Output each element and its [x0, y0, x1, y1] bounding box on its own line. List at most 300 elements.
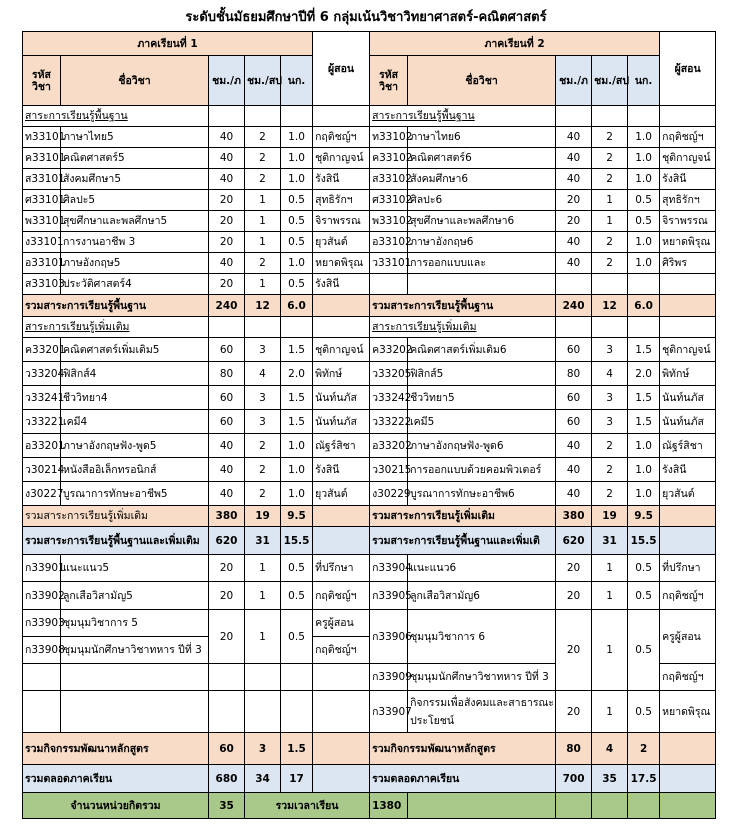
course-weekly-term2: 2	[592, 458, 628, 482]
course-weekly-term2: 4	[592, 362, 628, 386]
course-credits-term1: 1.0	[281, 482, 313, 506]
course-code-term1: ว30214	[23, 458, 61, 482]
course-teacher-term2: ชุติกาญจน์	[660, 148, 716, 169]
course-code-term1: ก33903	[23, 610, 61, 637]
section-label-extra-2: สาระการเรียนรู้เพิ่มเติม	[370, 317, 556, 338]
empty-cell	[592, 317, 628, 338]
course-weekly-term1: 2	[245, 127, 281, 148]
code-header-1: รหัส วิชา	[23, 56, 61, 106]
course-weekly-term2: 3	[592, 410, 628, 434]
course-code-term1: ว33221	[23, 410, 61, 434]
course-weekly-term1: 1	[245, 274, 281, 295]
course-hours-term1: 20	[209, 232, 245, 253]
course-code-term1: ก33908	[23, 637, 61, 664]
course-name-term2: ฟิสิกส์5	[408, 362, 556, 386]
course-teacher-term2: กฤติชญ์ฯ	[660, 664, 716, 691]
empty-cell	[209, 691, 245, 733]
empty-cell	[281, 317, 313, 338]
course-weekly-term2: 2	[592, 169, 628, 190]
course-credits-term1: 0.5	[281, 610, 313, 664]
extra-total-credits-1: 9.5	[281, 506, 313, 527]
combined-total-label-1: รวมสาระการเรียนรู้พื้นฐานและเพิ่มเติม	[23, 527, 209, 555]
course-hours-term1: 40	[209, 127, 245, 148]
combined-total-credits-2: 15.5	[628, 527, 660, 555]
activity-total-row	[23, 733, 716, 765]
course-name-term1: ภาษาไทย5	[61, 127, 209, 148]
table-row	[23, 253, 716, 274]
course-weekly-term1: 1	[245, 211, 281, 232]
course-name-term2: แนะแนว6	[408, 555, 556, 582]
course-name-term2: คณิตศาสตร์เพิ่มเติม6	[408, 338, 556, 362]
course-hours-term2: 20	[556, 555, 592, 582]
course-code-term2: พ33102	[370, 211, 408, 232]
course-credits-term1: 1.0	[281, 127, 313, 148]
course-name-term1: คณิตศาสตร์เพิ่มเติม5	[61, 338, 209, 362]
course-weekly-term2: 1	[592, 190, 628, 211]
extra-total-row	[23, 506, 716, 527]
course-weekly-term1: 2	[245, 148, 281, 169]
section-row-basic	[23, 106, 716, 127]
course-code-term2: ก33907	[370, 691, 408, 733]
course-hours-term2: 20	[556, 190, 592, 211]
course-credits-term1: 0.5	[281, 555, 313, 582]
course-code-term1: ง30227	[23, 482, 61, 506]
activity-row	[23, 555, 716, 582]
course-name-term1: ลูกเสือวิสามัญ5	[61, 582, 209, 610]
course-teacher-term2: พิทักษ์	[660, 362, 716, 386]
course-weekly-term1: 1	[245, 232, 281, 253]
activity-row-club-a	[23, 610, 716, 637]
course-credits-term2: 1.0	[628, 232, 660, 253]
table-row	[23, 232, 716, 253]
course-hours-term1: 40	[209, 458, 245, 482]
course-credits-term2: 1.0	[628, 458, 660, 482]
term-total-weekly-1: 34	[245, 765, 281, 793]
table-row	[23, 211, 716, 232]
course-code-term2: ว33242	[370, 386, 408, 410]
section-label-extra-1: สาระการเรียนรู้เพิ่มเติม	[23, 317, 209, 338]
extra-total-weekly-2: 19	[592, 506, 628, 527]
course-teacher-term1: รังสินี	[313, 274, 370, 295]
course-name-term1: ภาษาอังกฤษฟัง-พูด5	[61, 434, 209, 458]
course-weekly-term2: 1	[592, 610, 628, 691]
hours-header-1: ชม./ภ	[209, 56, 245, 106]
combined-total-blank-1	[313, 527, 370, 555]
course-name-term2: ภาษาอังกฤษฟัง-พูด6	[408, 434, 556, 458]
course-weekly-term1: 2	[245, 434, 281, 458]
course-weekly-term1: 3	[245, 338, 281, 362]
course-name-term1: ภาษอังกฤษ5	[61, 253, 209, 274]
empty-cell	[281, 664, 313, 691]
empty-cell	[628, 317, 660, 338]
course-code-term2: ว33101	[370, 253, 408, 274]
basic-total-label-2: รวมสาระการเรียนรู้พื้นฐาน	[370, 295, 556, 317]
course-code-term2: ค33202	[370, 338, 408, 362]
course-code-term1: ท33101	[23, 127, 61, 148]
course-credits-term2: 1.0	[628, 253, 660, 274]
course-hours-term1: 40	[209, 434, 245, 458]
term-total-row	[23, 765, 716, 793]
course-name-term1: บูรณาการทักษะอาชีพ5	[61, 482, 209, 506]
basic-total-credits-1: 6.0	[281, 295, 313, 317]
course-name-term1: แนะแนว5	[61, 555, 209, 582]
empty-cell	[313, 317, 370, 338]
course-credits-term2: 0.5	[628, 190, 660, 211]
course-credits-term2: 1.5	[628, 338, 660, 362]
course-name-term1: สุขศึกษาและพลศึกษา5	[61, 211, 209, 232]
course-credits-term2: 1.5	[628, 386, 660, 410]
course-credits-term1: 0.5	[281, 232, 313, 253]
course-name-term2: สังคมศึกษา6	[408, 169, 556, 190]
course-name-term1: ชุมนุมวิชาการ 5	[61, 610, 209, 637]
course-weekly-term1: 2	[245, 458, 281, 482]
combined-total-hours-2: 620	[556, 527, 592, 555]
extra-total-blank-2	[660, 506, 716, 527]
term-total-credits-2: 17.5	[628, 765, 660, 793]
activity-total-blank-1	[313, 733, 370, 765]
activity-total-weekly-1: 3	[245, 733, 281, 765]
weekly-header-2: ชม./สป	[592, 56, 628, 106]
empty-cell	[61, 664, 209, 691]
course-hours-term1: 60	[209, 386, 245, 410]
course-hours-term2: 20	[556, 582, 592, 610]
course-teacher-term1: พิทักษ์	[313, 362, 370, 386]
course-credits-term2: 0.5	[628, 610, 660, 691]
table-row	[23, 338, 716, 362]
course-code-term1: ง33101	[23, 232, 61, 253]
section-row-extra	[23, 317, 716, 338]
course-teacher-term2: ที่ปรึกษา	[660, 555, 716, 582]
course-code-term1: อ33201	[23, 434, 61, 458]
course-code-term2: ง30229	[370, 482, 408, 506]
table-row	[23, 148, 716, 169]
term-total-blank-1	[313, 765, 370, 793]
basic-total-weekly-2: 12	[592, 295, 628, 317]
activity-total-weekly-2: 4	[592, 733, 628, 765]
section-label-basic-2: สาระการเรียนรู้พื้นฐาน	[370, 106, 556, 127]
course-code-term1: ว33241	[23, 386, 61, 410]
course-name-term2: ลูกเสือวิสามัญ6	[408, 582, 556, 610]
extra-total-hours-2: 380	[556, 506, 592, 527]
course-credits-term2: 0.5	[628, 582, 660, 610]
table-row	[23, 127, 716, 148]
course-hours-term2	[556, 274, 592, 295]
course-credits-term1: 0.5	[281, 211, 313, 232]
course-hours-term1: 60	[209, 338, 245, 362]
course-weekly-term2: 2	[592, 482, 628, 506]
course-teacher-term2: สุทธิรักฯ	[660, 190, 716, 211]
header-row-terms	[23, 32, 716, 56]
course-credits-term1: 1.0	[281, 434, 313, 458]
course-code-term1: ก33902	[23, 582, 61, 610]
course-name-term2: การออกแบบด้วยคอมพิวเตอร์	[408, 458, 556, 482]
combined-total-label-2: รวมสาระการเรียนรู้พื้นฐานและเพิ่มเติ	[370, 527, 556, 555]
course-name-line: กิจกรรมเพื่อสังคมและสาธารณะ	[410, 696, 554, 709]
course-code-term2: ค33102	[370, 148, 408, 169]
course-code-term1: ก33901	[23, 555, 61, 582]
course-name-term1: ศิลปะ5	[61, 190, 209, 211]
course-teacher-term1: ยุวสันต์	[313, 482, 370, 506]
course-hours-term1: 40	[209, 169, 245, 190]
activity-row	[23, 582, 716, 610]
course-credits-term2: 1.0	[628, 127, 660, 148]
course-weekly-term2: 2	[592, 232, 628, 253]
course-name-term2: คณิตศาสตร์6	[408, 148, 556, 169]
combined-total-credits-1: 15.5	[281, 527, 313, 555]
course-credits-term1: 0.5	[281, 274, 313, 295]
name-header-2: ชื่อวิชา	[408, 56, 556, 106]
hours-header-2: ชม./ภ	[556, 56, 592, 106]
activity-row-social	[23, 691, 716, 733]
course-weekly-term2: 1	[592, 211, 628, 232]
activity-total-hours-1: 60	[209, 733, 245, 765]
teacher-header-2: ผู้สอน	[660, 32, 716, 106]
course-name-term1: ประวัติศาสตร์4	[61, 274, 209, 295]
course-hours-term1: 80	[209, 362, 245, 386]
course-credits-term2: 0.5	[628, 211, 660, 232]
course-code-term1: ส33101	[23, 169, 61, 190]
course-name-term2: ชุมนุมวิชาการ 6	[408, 610, 556, 664]
table-row	[23, 362, 716, 386]
course-name-term2: ภาษาอังกฤษ6	[408, 232, 556, 253]
course-teacher-term1: ยุวสันต์	[313, 232, 370, 253]
course-code-term2: ส33102	[370, 169, 408, 190]
course-hours-term1: 20	[209, 610, 245, 664]
course-teacher-term1: ชุติกาญจน์	[313, 148, 370, 169]
empty-cell	[281, 691, 313, 733]
course-code-term1: ส33103	[23, 274, 61, 295]
course-teacher-term2: รังสินี	[660, 169, 716, 190]
term2-header: ภาคเรียนที่ 2	[370, 32, 660, 56]
combined-total-hours-1: 620	[209, 527, 245, 555]
course-code-term2: ก33906	[370, 610, 408, 664]
basic-total-hours-1: 240	[209, 295, 245, 317]
course-weekly-term2: 1	[592, 691, 628, 733]
basic-total-credits-2: 6.0	[628, 295, 660, 317]
empty-cell	[61, 691, 209, 733]
footer-blank-cell	[556, 793, 592, 819]
basic-total-row	[23, 295, 716, 317]
course-hours-term1: 40	[209, 148, 245, 169]
extra-total-blank-1	[313, 506, 370, 527]
course-credits-term1: 0.5	[281, 582, 313, 610]
course-credits-term2: 0.5	[628, 691, 660, 733]
course-weekly-term1: 1	[245, 190, 281, 211]
combined-total-weekly-1: 31	[245, 527, 281, 555]
course-weekly-term1: 2	[245, 169, 281, 190]
course-name-term1: หนังสืออิเล็กทรอนิกส์	[61, 458, 209, 482]
course-teacher-term2: ศิริพร	[660, 253, 716, 274]
footer-blank-cell	[592, 793, 628, 819]
extra-total-credits-2: 9.5	[628, 506, 660, 527]
activity-total-credits-1: 1.5	[281, 733, 313, 765]
extra-total-label-1: รวมสาระการเรียนรู้เพิ่มเติม	[23, 506, 209, 527]
course-credits-term2: 2.0	[628, 362, 660, 386]
activity-total-credits-2: 2	[628, 733, 660, 765]
course-credits-term1: 2.0	[281, 362, 313, 386]
course-weekly-term2: 3	[592, 338, 628, 362]
course-hours-term1: 20	[209, 555, 245, 582]
activity-total-label-1: รวมกิจกรรมพัฒนาหลักสูตร	[23, 733, 209, 765]
course-weekly-term1: 1	[245, 610, 281, 664]
activity-total-hours-2: 80	[556, 733, 592, 765]
section-label-basic-1: สาระการเรียนรู้พื้นฐาน	[23, 106, 209, 127]
course-weekly-term2: 2	[592, 253, 628, 274]
course-name-term2	[408, 691, 556, 733]
code-header-2: รหัส วิชา	[370, 56, 408, 106]
course-hours-term2: 60	[556, 386, 592, 410]
course-teacher-term2: ณัฐร์สิชา	[660, 434, 716, 458]
course-hours-term2: 40	[556, 458, 592, 482]
activity-total-blank-2	[660, 733, 716, 765]
course-hours-term2: 40	[556, 434, 592, 458]
course-credits-term1: 1.0	[281, 253, 313, 274]
course-code-term2: ก33904	[370, 555, 408, 582]
course-hours-term2: 40	[556, 253, 592, 274]
course-teacher-term2: ยุวสันต์	[660, 482, 716, 506]
course-name-term2: ภาษาไทย6	[408, 127, 556, 148]
course-name-line: ประโยชน์	[410, 714, 455, 727]
total-credits-value: 35	[209, 793, 245, 819]
course-code-term2: ว30215	[370, 458, 408, 482]
term-total-credits-1: 17	[281, 765, 313, 793]
course-teacher-term2	[660, 274, 716, 295]
course-credits-term2: 0.5	[628, 555, 660, 582]
course-hours-term1: 40	[209, 482, 245, 506]
course-teacher-term2: ครูผู้สอน	[660, 610, 716, 664]
course-hours-term1: 20	[209, 582, 245, 610]
course-code-term1: ค33201	[23, 338, 61, 362]
name-header-1: ชื่อวิชา	[61, 56, 209, 106]
course-code-term1: ค33101	[23, 148, 61, 169]
course-credits-term2: 1.0	[628, 482, 660, 506]
course-teacher-term1: กฤติชญ์ฯ	[313, 127, 370, 148]
course-code-term2: ศ33102	[370, 190, 408, 211]
course-teacher-term1: ชุติกาญจน์	[313, 338, 370, 362]
course-code-term2: อ33102	[370, 232, 408, 253]
total-credits-label: จำนวนหน่วยกิตรวม	[23, 793, 209, 819]
empty-cell	[245, 317, 281, 338]
course-code-term1: ศ33101	[23, 190, 61, 211]
course-name-term2: บูรณาการทักษะอาชีพ6	[408, 482, 556, 506]
course-hours-term2: 40	[556, 127, 592, 148]
course-teacher-term2: จิราพรรณ	[660, 211, 716, 232]
course-weekly-term1: 2	[245, 482, 281, 506]
course-teacher-term1: รังสินี	[313, 169, 370, 190]
course-credits-term1: 1.5	[281, 410, 313, 434]
empty-cell	[23, 691, 61, 733]
course-hours-term2: 40	[556, 169, 592, 190]
table-row	[23, 386, 716, 410]
course-hours-term1: 20	[209, 274, 245, 295]
course-name-term1: การงานอาชีพ 3	[61, 232, 209, 253]
basic-total-label-1: รวมสาระการเรียนรู้พื้นฐาน	[23, 295, 209, 317]
table-row	[23, 434, 716, 458]
footer-blank-cell	[628, 793, 660, 819]
course-hours-term1: 20	[209, 211, 245, 232]
course-name-term1: คณิตศาสตร์5	[61, 148, 209, 169]
course-name-term2: เคมี5	[408, 410, 556, 434]
course-weekly-term2: 2	[592, 148, 628, 169]
course-teacher-term2: หยาดพิรุณ	[660, 232, 716, 253]
course-credits-term1: 1.0	[281, 169, 313, 190]
term-total-label-2: รวมตลอดภาคเรียน	[370, 765, 556, 793]
course-teacher-term1: ที่ปรึกษา	[313, 555, 370, 582]
course-teacher-term2: นันท์นภัส	[660, 386, 716, 410]
course-code-term2: ว33222	[370, 410, 408, 434]
empty-cell	[313, 691, 370, 733]
course-hours-term2: 60	[556, 410, 592, 434]
course-teacher-term1: สุทธิรักฯ	[313, 190, 370, 211]
extra-total-hours-1: 380	[209, 506, 245, 527]
course-credits-term1: 0.5	[281, 190, 313, 211]
course-credits-term2	[628, 274, 660, 295]
course-hours-term2: 40	[556, 232, 592, 253]
empty-cell	[245, 664, 281, 691]
course-hours-term1: 20	[209, 190, 245, 211]
course-credits-term1: 1.0	[281, 458, 313, 482]
course-hours-term2: 60	[556, 338, 592, 362]
course-hours-term1: 60	[209, 410, 245, 434]
course-weekly-term2: 2	[592, 434, 628, 458]
course-name-term2: การออกแบบและ	[408, 253, 556, 274]
course-teacher-term2: หยาดพิรุณ	[660, 691, 716, 733]
footer-row	[23, 793, 716, 819]
course-credits-term1: 1.5	[281, 386, 313, 410]
course-teacher-term2: ชุติกาญจน์	[660, 338, 716, 362]
course-name-term1: ฟิสิกส์4	[61, 362, 209, 386]
empty-cell	[313, 664, 370, 691]
course-credits-term2: 1.5	[628, 410, 660, 434]
course-code-term2: ก33905	[370, 582, 408, 610]
course-teacher-term1: ณัฐร์สิชา	[313, 434, 370, 458]
course-teacher-term1: นันท์นภัส	[313, 386, 370, 410]
course-code-term2: อ33202	[370, 434, 408, 458]
course-name-term2: สุขศึกษาและพลศึกษา6	[408, 211, 556, 232]
course-name-term1: ชุมนุมนักศึกษาวิชาทหาร ปีที่ 3	[61, 637, 209, 664]
basic-total-hours-2: 240	[556, 295, 592, 317]
course-name-term2: ศิลปะ6	[408, 190, 556, 211]
header-row-columns	[23, 56, 716, 106]
course-weekly-term1: 3	[245, 410, 281, 434]
table-row	[23, 458, 716, 482]
table-row	[23, 274, 716, 295]
basic-total-blank-1	[313, 295, 370, 317]
course-name-term2	[408, 274, 556, 295]
combined-total-blank-2	[660, 527, 716, 555]
course-hours-term1: 40	[209, 253, 245, 274]
credits-header-1: นก.	[281, 56, 313, 106]
page-title: ระดับชั้นมัธยมศึกษาปีที่ 6 กลุ่มเน้นวิชาวิทยาศาสตร์-คณิตศาสตร์	[185, 10, 547, 25]
curriculum-table	[22, 31, 716, 819]
course-teacher-term1: จิราพรรณ	[313, 211, 370, 232]
course-weekly-term1: 1	[245, 582, 281, 610]
course-weekly-term2: 1	[592, 555, 628, 582]
extra-total-weekly-1: 19	[245, 506, 281, 527]
course-code-term2: ท33102	[370, 127, 408, 148]
combined-total-row	[23, 527, 716, 555]
course-teacher-term2: รังสินี	[660, 458, 716, 482]
course-name-term1: สังคมศึกษา5	[61, 169, 209, 190]
term-total-weekly-2: 35	[592, 765, 628, 793]
empty-cell	[23, 664, 61, 691]
table-row	[23, 190, 716, 211]
term-total-hours-2: 700	[556, 765, 592, 793]
total-hours-value: 1380	[370, 793, 408, 819]
course-teacher-term1: ครูผู้สอน	[313, 610, 370, 637]
basic-total-weekly-1: 12	[245, 295, 281, 317]
credits-header-2: นก.	[628, 56, 660, 106]
